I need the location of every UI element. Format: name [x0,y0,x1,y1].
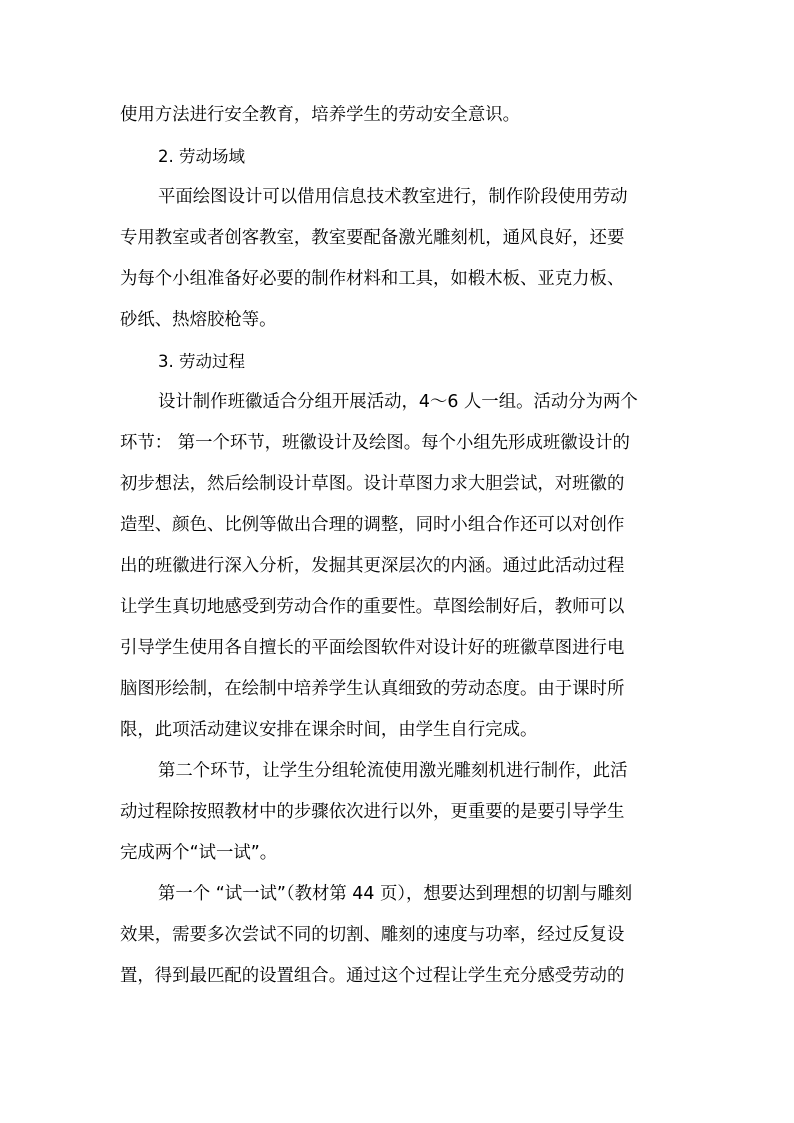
body-line: 平面绘图设计可以借用信息技术教室进行，制作阶段使用劳动 [158,187,628,207]
document-body [120,95,680,997]
body-line: 第一个 “试一试”（教材第 44 页），想要达到理想的切割与雕刻 [158,884,633,904]
body-line: 造型、颜色、比例等做出合理的调整，同时小组合作还可以对创作 [120,515,625,535]
body-line: 动过程除按照教材中的步骤依次进行以外，更重要的是要引导学生 [120,802,625,822]
body-line: 初步想法，然后绘制设计草图。设计草图力求大胆尝试，对班徽的 [120,474,625,494]
body-line: 让学生真切地感受到劳动合作的重要性。草图绘制好后，教师可以 [120,597,625,617]
section-heading: 2. 劳动场域 [158,147,245,166]
body-line: 使用方法进行安全教育，培养学生的劳动安全意识。 [120,105,520,125]
body-line: 完成两个“试一试”。 [120,843,278,863]
body-line: 第二个环节，让学生分组轮流使用激光雕刻机进行制作，此活 [158,761,628,781]
body-line: 效果，需要多次尝试不同的切割、雕刻的速度与功率，经过反复设 [120,925,625,945]
body-line: 环节： 第一个环节，班徽设计及绘图。每个小组先形成班徽设计的 [120,433,630,453]
body-line: 为每个小组准备好必要的制作材料和工具，如椴木板、亚克力板、 [120,269,625,289]
body-line: 限，此项活动建议安排在课余时间，由学生自行完成。 [120,720,538,740]
body-line: 砂纸、热熔胶枪等。 [120,310,277,330]
section-heading: 3. 劳动过程 [158,352,245,371]
body-line: 设计制作班徽适合分组开展活动，4～6 人一组。活动分为两个 [158,392,638,412]
body-line: 专用教室或者创客教室，教室要配备激光雕刻机，通风良好，还要 [120,228,625,248]
body-line: 引导学生使用各自擅长的平面绘图软件对设计好的班徽草图进行电 [120,638,625,658]
body-line: 出的班徽进行深入分析，发掘其更深层次的内涵。通过此活动过程 [120,556,625,576]
body-line: 置，得到最匹配的设置组合。通过这个过程让学生充分感受劳动的 [120,966,625,986]
body-line: 脑图形绘制，在绘制中培养学生认真细致的劳动态度。由于课时所 [120,679,625,699]
